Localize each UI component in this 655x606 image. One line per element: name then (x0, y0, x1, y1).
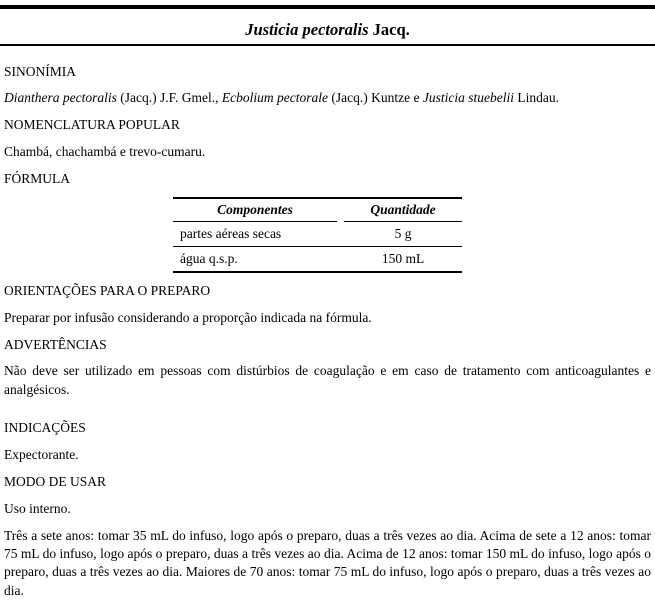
table-row (173, 247, 462, 273)
table-header-gap (337, 199, 344, 222)
paragraph-orientacoes-preparo: Preparar por infusão considerando a proporção indicada na fórmula. (4, 309, 372, 325)
table-header-componentes: Componentes (173, 199, 337, 222)
section-heading-modo-de-usar: MODO DE USAR (4, 474, 107, 490)
section-heading-sinonimia: SINONÍMIA (4, 63, 76, 79)
paragraph-sinonimia: Dianthera pectoralis (Jacq.) J.F. Gmel., Ecbolium pectorale (Jacq.) Kuntze e Justicia stuebelii Lindau. (4, 90, 559, 106)
section-heading-orientacoes-preparo: ORIENTAÇÕES PARA O PREPARO (4, 282, 211, 298)
document-content (0, 46, 655, 600)
paragraph-indicacoes: Expectorante. (4, 447, 79, 463)
section-heading-advertencias: ADVERTÊNCIAS (4, 336, 107, 352)
formula-table-header-row (173, 199, 462, 222)
paragraph-nomenclatura-popular: Chambá, chachambá e trevo-cumaru. (4, 143, 206, 159)
paragraph-uso-interno: Uso interno. (4, 500, 71, 516)
top-rule (0, 5, 655, 9)
table-header-quantidade: Quantidade (344, 199, 462, 222)
section-heading-formula: FÓRMULA (4, 170, 71, 186)
section-heading-nomenclatura-popular: NOMENCLATURA POPULAR (4, 117, 180, 133)
page-title (0, 20, 655, 40)
paragraph-advertencias: Não deve ser utilizado em pessoas com distúrbios de coagulação e em caso de tratamento com anticoagulantes e analgésicos. (4, 363, 651, 397)
section-heading-indicacoes: INDICAÇÕES (4, 420, 86, 436)
table-row (173, 222, 462, 247)
table-cell-quantidade: 150 mL (381, 250, 425, 266)
table-cell-componente: partes aéreas secas (180, 225, 282, 241)
paragraph-posologia: Três a sete anos: tomar 35 mL do infuso, logo após o preparo, duas a três vezes ao dia. Acima de sete a 12 anos: tomar 75 mL do infuso, logo após o preparo, duas a três vezes ao dia. Acima de 12 anos: tomar 150 mL do infuso, logo após o preparo, duas a três vezes ao dia. Maiores de 70 anos: tomar 75 mL do infuso, logo após o preparo, duas a três vezes ao dia. (4, 527, 651, 598)
page-title-scientific-name: Justicia pectoralis (245, 19, 369, 39)
table-cell-componente: água q.s.p. (180, 250, 238, 266)
formula-table (173, 197, 462, 273)
page-title-author: Jacq. (368, 19, 410, 39)
table-cell-quantidade: 5 g (394, 225, 412, 241)
